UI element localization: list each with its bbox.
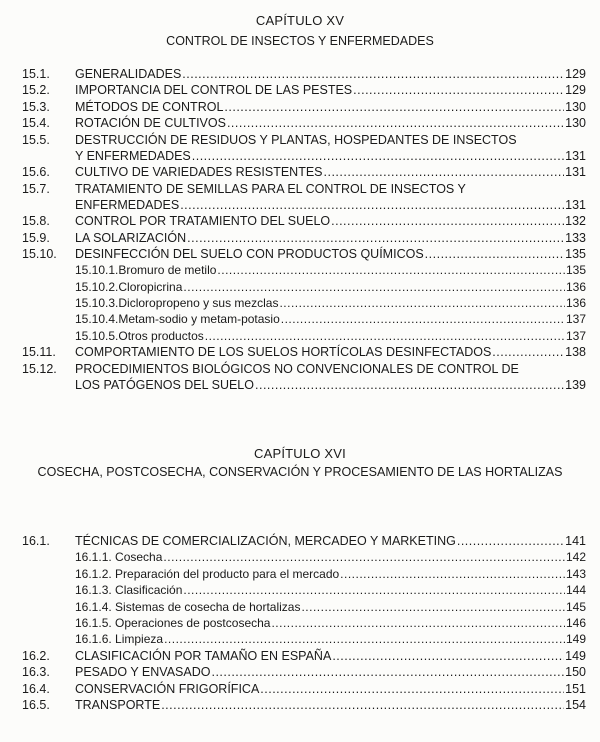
toc-entry[interactable] — [0, 582, 600, 598]
toc-entry-title: MÉTODOS DE CONTROL — [75, 99, 224, 114]
dot-leader — [255, 377, 564, 393]
toc-entry[interactable] — [0, 631, 600, 647]
toc-entry-title: ROTACIÓN DE CULTIVOS — [75, 116, 226, 131]
toc-page-number: 135 — [565, 263, 586, 278]
dot-leader — [161, 697, 564, 713]
dot-leader — [279, 295, 565, 311]
toc-page-number: 154 — [565, 697, 586, 712]
chapter-title: CAPÍTULO XV — [255, 13, 345, 28]
dot-leader — [353, 82, 564, 98]
toc-entry-title: 15.10.4.Metam-sodio y metam-potasio — [75, 312, 280, 327]
toc-entry-title: LA SOLARIZACIÓN — [75, 230, 187, 245]
chapter-title: CAPÍTULO XVI — [254, 446, 346, 461]
toc-page-number: 137 — [565, 328, 586, 343]
dot-leader — [332, 648, 564, 664]
chapter-header — [0, 446, 600, 481]
toc-entry-title: 16.1.3. Clasificación — [75, 583, 183, 598]
toc-entry-number: 15.6. — [22, 165, 50, 180]
toc-entry[interactable] — [0, 549, 600, 565]
toc-entry[interactable] — [0, 295, 600, 311]
toc-page-number: 131 — [565, 165, 586, 180]
toc-page-number: 129 — [565, 67, 586, 81]
dot-leader — [187, 230, 564, 246]
dot-leader — [163, 549, 565, 565]
toc-entry-title: LOS PATÓGENOS DEL SUELO — [75, 378, 254, 393]
toc-entry[interactable] — [0, 132, 600, 165]
toc-page-number: 131 — [565, 148, 586, 163]
toc-page-number: 149 — [565, 648, 586, 663]
toc-entry[interactable] — [0, 664, 600, 680]
toc-page-number: 132 — [565, 214, 586, 229]
toc-entry-title: PESADO Y ENVASADO — [75, 665, 211, 680]
toc-entry[interactable] — [0, 648, 600, 664]
toc-entry[interactable] — [0, 213, 600, 229]
toc-page-number: 133 — [565, 230, 586, 245]
toc-entry[interactable] — [0, 328, 600, 344]
toc-entry[interactable] — [0, 361, 600, 394]
toc-page-number: 145 — [565, 599, 586, 614]
toc-entry[interactable] — [0, 344, 600, 360]
toc-entry-title: 15.10.3.Dicloropropeno y sus mezclas — [75, 296, 279, 311]
dot-leader — [457, 533, 564, 549]
dot-leader — [301, 599, 565, 615]
toc-entry[interactable] — [0, 697, 600, 713]
dot-leader — [331, 213, 564, 229]
toc-entry-title-line: TRATAMIENTO DE SEMILLAS PARA EL CONTROL DE INSECTOS Y — [75, 181, 466, 196]
toc-entry-title: 16.1.5. Operaciones de postcosecha — [75, 615, 271, 630]
toc-page-number: 137 — [565, 312, 586, 327]
toc-page-number: 138 — [565, 345, 586, 360]
toc-page-number: 139 — [565, 378, 586, 393]
chapter-subtitle: COSECHA, POSTCOSECHA, CONSERVACIÓN Y PROCESAMIENTO DE LAS HORTALIZAS — [37, 465, 563, 479]
toc-list — [0, 66, 600, 393]
toc-entry-title: 16.1.1. Cosecha — [75, 550, 163, 565]
toc-entry-number: 15.8. — [22, 214, 50, 229]
toc-entry-title: TRANSPORTE — [75, 697, 161, 712]
dot-leader — [217, 262, 565, 278]
toc-entry-number: 16.4. — [22, 681, 50, 696]
toc-page-number: 151 — [565, 681, 586, 696]
toc-entry[interactable] — [0, 615, 600, 631]
toc-entry-title: 15.10.1.Bromuro de metilo — [75, 263, 217, 278]
toc-entry-title: CLASIFICACIÓN POR TAMAÑO EN ESPAÑA — [75, 648, 332, 663]
toc-page-number: 136 — [565, 296, 586, 311]
toc-entry[interactable] — [0, 164, 600, 180]
toc-entry[interactable] — [0, 246, 600, 262]
toc-entry-title: COMPORTAMIENTO DE LOS SUELOS HORTÍCOLAS DESINFECTADOS — [75, 345, 492, 360]
dot-leader — [425, 246, 564, 262]
toc-entry-number: 15.3. — [22, 99, 50, 114]
toc-entry-title: GENERALIDADES — [75, 67, 182, 81]
toc-entry-title: CULTIVO DE VARIEDADES RESISTENTES — [75, 165, 323, 180]
toc-entry-number: 15.9. — [22, 230, 50, 245]
chapter-header — [0, 13, 600, 50]
toc-entry-number: 16.5. — [22, 697, 50, 712]
toc-page-number: 149 — [565, 632, 586, 647]
toc-entry-number: 15.5. — [22, 132, 50, 147]
toc-entry-title: 15.10.5.Otros productos — [75, 328, 204, 343]
toc-entry-title: 16.1.6. Limpieza — [75, 632, 164, 647]
toc-page-number: 130 — [565, 116, 586, 131]
toc-entry-title-line: PROCEDIMIENTOS BIOLÓGICOS NO CONVENCIONALES DE CONTROL DE — [75, 361, 519, 376]
toc-entry-number: 15.2. — [22, 83, 50, 98]
toc-page-number: 129 — [565, 83, 586, 98]
toc-entry[interactable] — [0, 566, 600, 582]
toc-entry[interactable] — [0, 99, 600, 115]
toc-page-number: 150 — [565, 665, 586, 680]
dot-leader — [183, 279, 565, 295]
toc-page-number: 136 — [565, 279, 586, 294]
toc-list — [0, 533, 600, 713]
dot-leader — [180, 197, 564, 213]
toc-entry[interactable] — [0, 82, 600, 98]
toc-entry-number: 16.2. — [22, 648, 50, 663]
toc-entry[interactable] — [0, 230, 600, 246]
dot-leader — [227, 115, 564, 131]
toc-entry-title: 16.1.4. Sistemas de cosecha de hortalizas — [75, 599, 301, 614]
dot-leader — [324, 164, 565, 180]
toc-page-number: 143 — [565, 566, 586, 581]
toc-entry-title: IMPORTANCIA DEL CONTROL DE LAS PESTES — [75, 83, 353, 98]
chapter-subtitle: CONTROL DE INSECTOS Y ENFERMEDADES — [166, 34, 434, 48]
toc-entry-title: 16.1.2. Preparación del producto para el mercado — [75, 566, 340, 581]
toc-page-number: 142 — [565, 550, 586, 565]
dot-leader — [182, 66, 564, 82]
toc-entry[interactable] — [0, 599, 600, 615]
toc-entry-number: 15.11. — [22, 345, 56, 360]
dot-leader — [260, 681, 564, 697]
dot-leader — [211, 664, 564, 680]
toc-entry[interactable] — [0, 262, 600, 278]
dot-leader — [281, 311, 565, 327]
toc-entry[interactable] — [0, 115, 600, 131]
toc-entry-number: 15.4. — [22, 116, 50, 131]
dot-leader — [192, 148, 564, 164]
toc-entry[interactable] — [0, 181, 600, 214]
toc-entry-number: 15.1. — [22, 67, 50, 81]
toc-entry-title: 15.10.2.Cloropicrina — [75, 279, 183, 294]
toc-entry[interactable] — [0, 681, 600, 697]
toc-entry-title: CONSERVACIÓN FRIGORÍFICA — [75, 681, 260, 696]
toc-entry-number: 15.10. — [22, 246, 57, 261]
dot-leader — [164, 631, 565, 647]
toc-entry-number: 16.3. — [22, 665, 50, 680]
toc-entry[interactable] — [0, 279, 600, 295]
dot-leader — [492, 344, 564, 360]
toc-entry-title: TÉCNICAS DE COMERCIALIZACIÓN, MERCADEO Y MARKETING — [75, 534, 456, 548]
toc-entry-number: 15.12. — [22, 361, 57, 376]
toc-entry-title: CONTROL POR TRATAMIENTO DEL SUELO — [75, 214, 331, 229]
dot-leader — [340, 566, 565, 582]
toc-entry-title-line: DESTRUCCIÓN DE RESIDUOS Y PLANTAS, HOSPEDANTES DE INSECTOS — [75, 132, 517, 147]
dot-leader — [183, 582, 565, 598]
toc-entry-number: 15.7. — [22, 181, 50, 196]
toc-page-number: 146 — [565, 615, 586, 630]
toc-page-number: 135 — [565, 246, 586, 261]
dot-leader — [271, 615, 565, 631]
toc-entry[interactable] — [0, 311, 600, 327]
toc-page-number: 141 — [565, 534, 586, 548]
toc-page-number: 131 — [565, 197, 586, 212]
dot-leader — [224, 99, 564, 115]
toc-page-number: 130 — [565, 99, 586, 114]
toc-entry-title: DESINFECCIÓN DEL SUELO CON PRODUCTOS QUÍMICOS — [75, 246, 424, 261]
toc-entry[interactable] — [0, 533, 600, 549]
toc-page-number: 144 — [565, 583, 586, 598]
toc-entry[interactable] — [0, 66, 600, 82]
toc-entry-number: 16.1. — [22, 534, 50, 548]
toc-entry-title: ENFERMEDADES — [75, 197, 180, 212]
dot-leader — [205, 328, 565, 344]
toc-entry-title: Y ENFERMEDADES — [75, 148, 191, 163]
